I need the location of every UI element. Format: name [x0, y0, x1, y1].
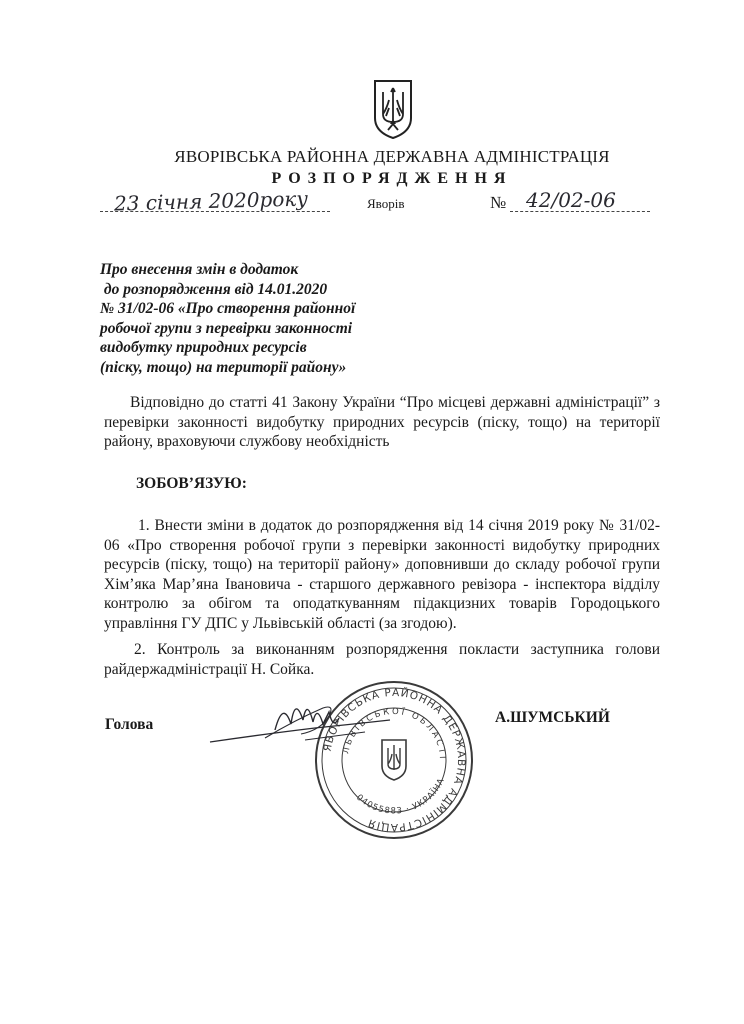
number-handwritten: 42/02-06 — [526, 188, 616, 212]
date-underline — [100, 211, 330, 212]
document-date — [100, 186, 330, 216]
svg-text:04055883 · УКРАЇНА: 04055883 · УКРАЇНА — [354, 776, 448, 817]
oblige-heading: ЗОБОВ’ЯЗУЮ: — [136, 475, 247, 492]
document-place: Яворів — [367, 196, 405, 211]
number-sign: № — [490, 193, 507, 212]
subject-line: № 31/02-06 «Про створення районної — [100, 300, 356, 317]
order-item-2: 2. Контроль за виконанням розпорядження покласти заступника голови райдержадміністрації Н. Сойка. — [104, 641, 660, 678]
signer-position: Голова — [105, 716, 154, 733]
preamble-paragraph: Відповідно до статті 41 Закону України “Про місцеві державні адміністрації” з перевірки законності видобутку природних ресурсів (піску, тощо) на території району, враховуючи службову необхідність — [104, 394, 660, 450]
signer-name: А.ШУМСЬКИЙ — [495, 709, 610, 726]
document-subject — [100, 260, 400, 377]
svg-text:ЯВОРІВСЬКА РАЙОННА ДЕРЖАВНА АД: ЯВОРІВСЬКА РАЙОННА ДЕРЖАВНА АДМІНІСТРАЦІЯ — [321, 686, 468, 834]
subject-line: до розпорядження від 14.01.2020 — [100, 280, 328, 298]
subject-line: (піску, тощо) на території району» — [100, 358, 347, 376]
document-number — [510, 189, 650, 215]
order-item-1: 1. Внести зміни в додаток до розпорядження від 14 січня 2019 року № 31/02-06 «Про створення робочої групи з перевірки законності видобутку природних ресурсів (піску, тощо) на території району» доповнивши до складу робочої групи Хім’яка Мар’яна Івановича - старшого державного ревізора - інспектора відділу контролю за обігом та оподаткуванням підакцизних товарів Городоцького управління ГУ ДПС у Львівській області (за згодою). — [104, 517, 660, 632]
subject-line: видобутку природних ресурсів — [100, 339, 307, 356]
subject-line: Про внесення змін в додаток — [100, 261, 299, 278]
svg-text:ЛЬВІВСЬКОЇ ОБЛАСТІ: ЛЬВІВСЬКОЇ ОБЛАСТІ — [341, 706, 448, 762]
document-type-title: РОЗПОРЯДЖЕННЯ — [271, 170, 513, 187]
subject-line: робочої групи з перевірки законності — [100, 319, 353, 337]
handwritten-signature — [205, 690, 395, 760]
number-underline — [510, 211, 650, 212]
date-handwritten: 23 січня 2020року — [113, 186, 309, 216]
coat-of-arms-icon — [372, 78, 414, 140]
organization-name: ЯВОРІВСЬКА РАЙОННА ДЕРЖАВНА АДМІНІСТРАЦІЯ — [174, 147, 610, 166]
